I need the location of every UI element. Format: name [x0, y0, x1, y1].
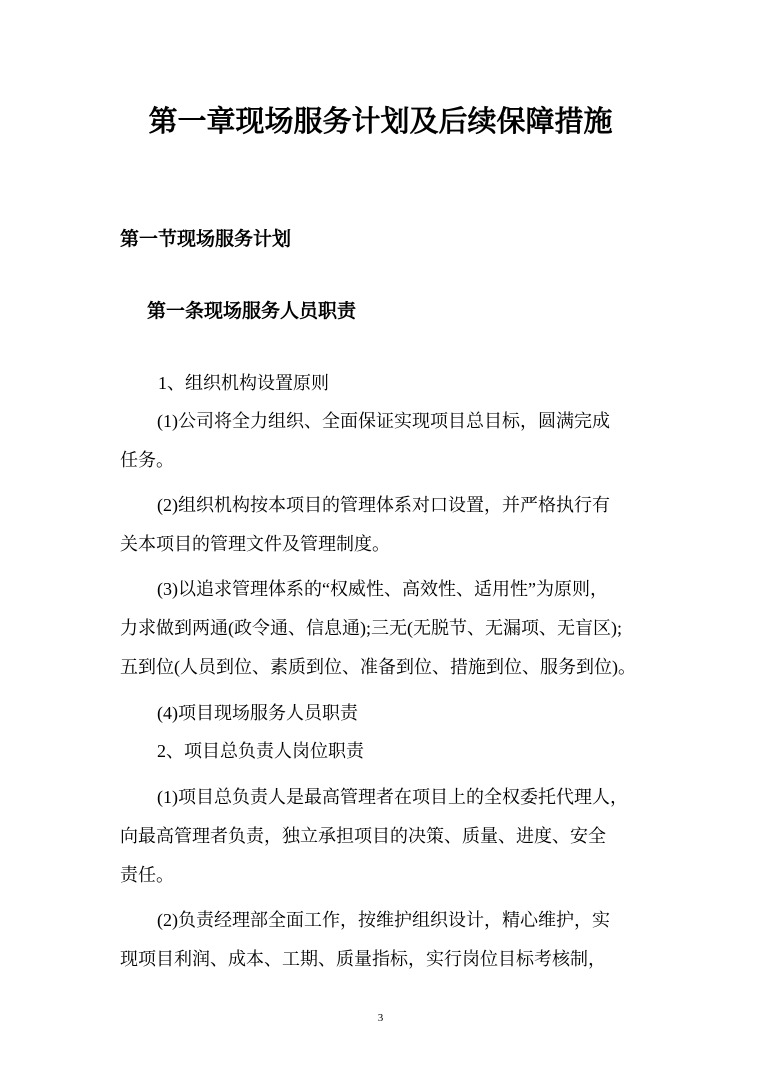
paragraph-line: 五到位(人员到位、素质到位、准备到位、措施到位、服务到位)。 — [120, 657, 636, 677]
paragraph-line: (2)负责经理部全面工作，按维护组织设计，精心维护，实 — [157, 910, 610, 930]
chapter-title: 第一章现场服务计划及后续保障措施 — [148, 106, 613, 138]
paragraph-line: (4)项目现场服务人员职责 — [157, 703, 358, 723]
article-heading: 第一条现场服务人员职责 — [147, 301, 357, 322]
page-number: 3 — [377, 1012, 384, 1024]
paragraph-line: 责任。 — [120, 865, 174, 885]
paragraph-line: 1、组织机构设置原则 — [158, 373, 329, 393]
section-heading: 第一节现场服务计划 — [120, 229, 292, 250]
paragraph-line: (1)公司将全力组织、全面保证实现项目总目标，圆满完成 — [157, 411, 610, 431]
paragraph-line: (1)项目总负责人是最高管理者在项目上的全权委托代理人， — [157, 787, 628, 807]
paragraph-line: 向最高管理者负责，独立承担项目的决策、质量、进度、安全 — [120, 826, 606, 846]
paragraph-line: 现项目利润、成本、工期、质量指标，实行岗位目标考核制， — [120, 949, 606, 969]
paragraph-line: (3)以追求管理体系的“权威性、高效性、适用性”为原则， — [157, 579, 608, 599]
paragraph-line: 关本项目的管理文件及管理制度。 — [120, 534, 390, 554]
paragraph-line: 2、项目总负责人岗位职责 — [157, 741, 364, 761]
paragraph-line: 任务。 — [120, 450, 174, 470]
paragraph-line: (2)组织机构按本项目的管理体系对口设置，并严格执行有 — [157, 495, 610, 515]
paragraph-line: 力求做到两通(政令通、信息通);三无(无脱节、无漏项、无盲区); — [120, 618, 622, 638]
